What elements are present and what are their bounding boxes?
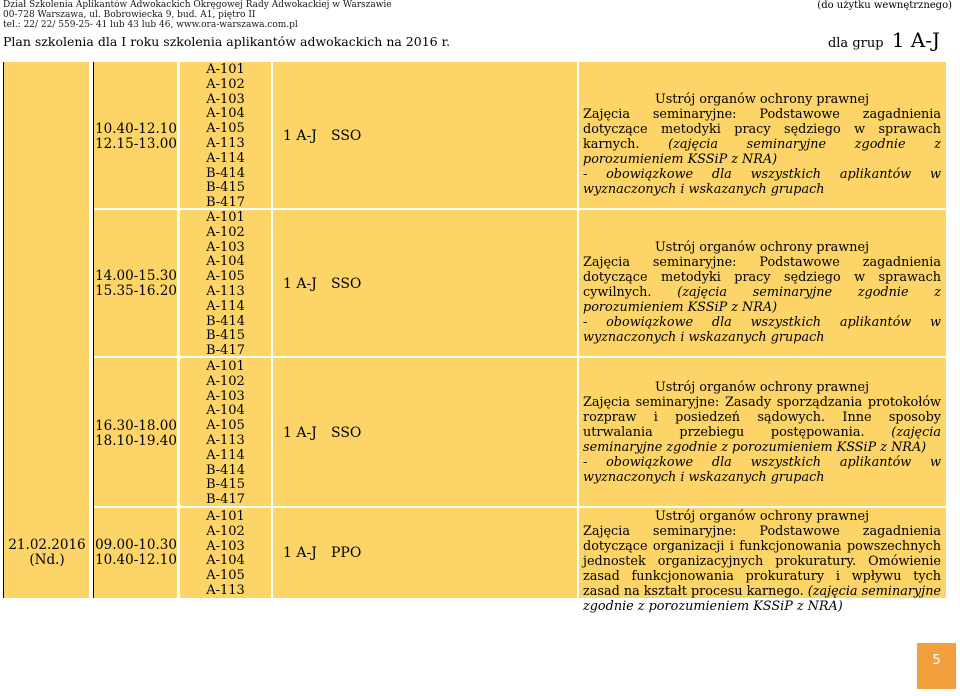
- room: A-103: [206, 239, 245, 255]
- room: A-113: [206, 283, 245, 299]
- description-extra: - obowiązkowe dla wszystkich aplikantów w wyznaczonych i wskazanych grupach: [583, 167, 941, 197]
- row-divider: [579, 506, 946, 508]
- room: A-113: [206, 582, 245, 598]
- room: B-414: [206, 313, 245, 329]
- time-cell: [94, 538, 178, 568]
- room: A-101: [206, 62, 245, 77]
- group-cell: 1 A-J: [283, 276, 317, 292]
- row-divider: [579, 208, 946, 210]
- time-end: 18.10-19.40: [95, 433, 177, 449]
- type-cell: SSO: [331, 128, 362, 144]
- description-label: Zajęcia seminaryjne:: [583, 524, 737, 539]
- row-divider: [273, 356, 577, 358]
- row-divider: [579, 356, 946, 358]
- header-line-2: 00-728 Warszawa, ul. Bobrowiecka 9, bud. A1, piętro II: [3, 10, 256, 20]
- room: B-415: [206, 328, 245, 344]
- room-list: [180, 211, 271, 359]
- date-day: (Nd.): [29, 552, 65, 568]
- time-start: 16.30-18.00: [95, 418, 177, 434]
- time-start: 10.40-12.10: [95, 121, 177, 137]
- description-text: Podstawowe zagadnienia dotyczące organizacji i funkcjonowania powszechnych jednostek organizacyjnych prokuratury. Omówienie zasad funkcjonowania prokuratury i wpływu tych zasad na kształt procesu karnego.: [583, 524, 941, 599]
- type-cell: SSO: [331, 425, 362, 441]
- room: B-414: [206, 462, 245, 478]
- time-start: 09.00-10.30: [95, 537, 177, 553]
- room: A-101: [206, 210, 245, 225]
- group-cell: 1 A-J: [283, 425, 317, 441]
- description-extra: - obowiązkowe dla wszystkich aplikantów w wyznaczonych i wskazanych grupach: [583, 455, 941, 485]
- date-cell: [4, 538, 90, 568]
- time-start: 14.00-15.30: [95, 268, 177, 284]
- room: A-105: [206, 121, 245, 137]
- room: A-104: [206, 254, 245, 270]
- room: A-103: [206, 388, 245, 404]
- row-divider: [273, 506, 577, 508]
- room: B-414: [206, 165, 245, 181]
- room-list: [180, 510, 271, 599]
- description-body: [583, 524, 941, 614]
- room: A-104: [206, 553, 245, 569]
- group-heading: [828, 28, 940, 52]
- description-body: [583, 107, 941, 167]
- room-list: [180, 360, 271, 508]
- description-cell: [583, 240, 941, 345]
- description-body: [583, 395, 941, 455]
- time-end: 10.40-12.10: [95, 552, 177, 568]
- room: A-104: [206, 106, 245, 122]
- time-end: 15.35-16.20: [95, 283, 177, 299]
- header-internal-note: (do użytku wewnętrznego): [817, 0, 952, 11]
- room: A-105: [206, 418, 245, 434]
- room: A-104: [206, 403, 245, 419]
- description-title: Ustrój organów ochrony prawnej: [654, 240, 870, 255]
- description-label: Zajęcia seminaryjne:: [583, 255, 737, 270]
- time-column: [93, 62, 177, 598]
- description-title: Ustrój organów ochrony prawnej: [654, 509, 870, 524]
- room: A-114: [206, 447, 245, 463]
- room-column: [180, 62, 271, 598]
- description-note: (zajęcia seminaryjne zgodnie z porozumieniem KSSiP z NRA): [583, 584, 942, 614]
- room: A-101: [206, 509, 245, 524]
- time-cell: [94, 419, 178, 449]
- room: B-417: [206, 492, 245, 508]
- time-cell: [94, 269, 178, 299]
- description-text: Podstawowe zagadnienia dotyczące metodyki pracy sędziego w sprawach karnych.: [583, 107, 941, 152]
- group-cell: 1 A-J: [283, 545, 317, 561]
- description-note: (zajęcia seminaryjne zgodnie z porozumieniem KSSiP z NRA): [583, 137, 941, 167]
- room: A-101: [206, 359, 245, 374]
- description-label: Zajęcia seminaryjne:: [583, 107, 737, 122]
- room: A-102: [206, 373, 245, 389]
- room-list: [180, 63, 271, 211]
- room: A-102: [206, 224, 245, 240]
- group-cell: 1 A-J: [283, 128, 317, 144]
- description-cell: [583, 92, 941, 197]
- date-value: 21.02.2016: [8, 537, 86, 553]
- description-note: (zajęcia seminaryjne zgodnie z porozumieniem KSSiP z NRA): [583, 285, 941, 315]
- group-column: [273, 62, 577, 598]
- description-column: [579, 62, 946, 614]
- room: A-105: [206, 568, 245, 584]
- description-text: Zasady sporządzania protokołów rozpraw i posiedzeń sądowych. Inne sposoby utrwalania przebiegu postępowania.: [583, 395, 942, 440]
- type-cell: SSO: [331, 276, 362, 292]
- description-label: Zajęcia seminaryjne:: [583, 395, 720, 410]
- room: B-415: [206, 477, 245, 493]
- room: A-105: [206, 269, 245, 285]
- description-extra: - obowiązkowe dla wszystkich aplikantów w wyznaczonych i wskazanych grupach: [583, 315, 941, 345]
- room: A-113: [206, 432, 245, 448]
- group-label: dla grup: [827, 36, 884, 51]
- room: B-415: [206, 180, 245, 196]
- row-divider: [94, 506, 178, 508]
- room: A-114: [206, 298, 245, 314]
- page-number: 5: [917, 643, 956, 689]
- time-end: 12.15-13.00: [95, 136, 177, 152]
- header-line-1: Dział Szkolenia Aplikantów Adwokackich Okręgowej Rady Adwokackiej w Warszawie: [3, 0, 392, 10]
- room: A-103: [206, 538, 245, 554]
- date-column: [3, 62, 89, 598]
- description-cell: [583, 509, 941, 614]
- description-title: Ustrój organów ochrony prawnej: [654, 380, 870, 395]
- row-divider: [273, 208, 577, 210]
- room: B-417: [206, 195, 245, 211]
- room: A-113: [206, 135, 245, 151]
- time-cell: [94, 122, 178, 152]
- room: B-417: [206, 343, 245, 359]
- description-cell: [583, 380, 941, 485]
- description-note: (zajęcia seminaryjne zgodnie z porozumieniem KSSiP z NRA): [583, 425, 941, 455]
- row-divider: [94, 208, 178, 210]
- room: A-114: [206, 150, 245, 166]
- plan-title: Plan szkolenia dla I roku szkolenia aplikantów adwokackich na 2016 r.: [3, 34, 451, 49]
- room: A-102: [206, 523, 245, 539]
- room: A-103: [206, 91, 245, 107]
- room: A-102: [206, 76, 245, 92]
- description-title: Ustrój organów ochrony prawnej: [654, 92, 870, 107]
- header-line-3: tel.: 22/ 22/ 559-25- 41 lub 43 lub 46, www.ora-warszawa.com.pl: [3, 20, 298, 30]
- description-body: [583, 255, 941, 315]
- header-org: [3, 0, 392, 30]
- row-divider: [94, 356, 178, 358]
- group-value: 1 A-J: [891, 28, 940, 52]
- description-text: Podstawowe zagadnienia dotyczące metodyki pracy sędziego w sprawach cywilnych.: [583, 255, 941, 300]
- type-cell: PPO: [331, 545, 362, 561]
